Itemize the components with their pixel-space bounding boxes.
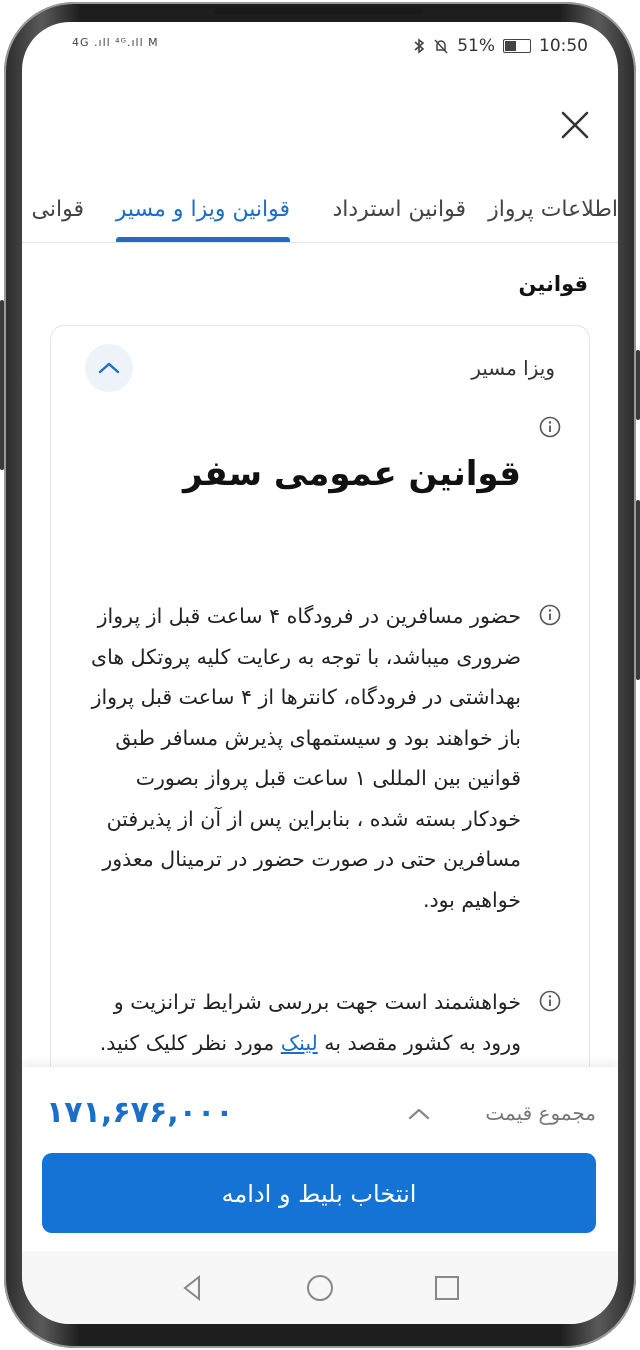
paragraph-text: مورد نظر کلیک کنید. — [99, 1030, 281, 1055]
info-icon — [539, 416, 561, 438]
app-screen — [22, 22, 618, 1324]
tab-rules-truncated[interactable] — [32, 190, 84, 242]
card-title: قوانین عمومی سفر — [183, 454, 521, 494]
phone-speaker — [214, 8, 424, 14]
tab-label: قوانی — [31, 197, 84, 222]
select-ticket-button[interactable]: انتخاب بلیط و ادامه — [42, 1153, 596, 1233]
tab-bar — [22, 190, 618, 243]
tab-visa-route-rules[interactable] — [116, 190, 290, 242]
status-right — [413, 36, 588, 56]
tab-label: اطلاعات پرواز — [488, 197, 618, 222]
battery-fill — [505, 41, 516, 51]
chevron-up-icon[interactable] — [406, 1101, 432, 1127]
bluetooth-icon — [413, 38, 425, 54]
recents-icon[interactable] — [432, 1273, 462, 1303]
paragraph-text: خواهشمند است جهت بررسی شرایط ترانزیت و ورود به کشور مقصد به — [113, 990, 521, 1055]
info-icon — [539, 604, 561, 626]
active-tab-indicator — [116, 237, 290, 242]
tab-label: قوانین ویزا و مسیر — [115, 197, 290, 222]
phone-side-button — [636, 500, 640, 680]
total-price-label: مجموع قیمت — [485, 1101, 596, 1125]
battery-icon — [503, 39, 531, 53]
mute-icon — [433, 38, 449, 54]
section-title: قوانین — [518, 272, 588, 296]
price-footer — [22, 1067, 618, 1251]
destination-link[interactable]: لینک — [280, 1030, 318, 1055]
rules-card — [50, 325, 590, 1086]
tab-label: قوانین استرداد — [332, 197, 466, 222]
collapse-button[interactable] — [85, 344, 133, 392]
phone-side-button — [0, 300, 4, 470]
status-bar — [22, 22, 618, 70]
chevron-up-icon — [85, 344, 133, 392]
info-icon — [539, 990, 561, 1012]
close-icon[interactable] — [560, 110, 590, 140]
clock: 10:50 — [539, 36, 588, 56]
battery-percent: 51% — [457, 36, 495, 56]
system-nav-bar — [22, 1251, 618, 1324]
tab-flight-info[interactable] — [488, 190, 618, 242]
total-price-value: ۱۷۱,۶۷۶,۰۰۰ — [46, 1095, 234, 1130]
rule-paragraph: حضور مسافرین در فرودگاه ۴ ساعت قبل از پرواز ضروری میباشد، با توجه به رعایت کلیه پروتکل های بهداشتی در فرودگاه، کانترها از ۴ ساعت قبل پرواز باز خواهند بود و سیستمهای پذیرش مسافر طبق قوانین بین المللی ۱ ساعت قبل پرواز بصورت خودکار بسته شده ، بنابراین پس از آن از پذیرفتن مسافرین حتی در صورت حضور در ترمینال معذور خواهیم بود. — [91, 604, 521, 912]
card-header-label[interactable]: ویزا مسیر — [471, 356, 555, 380]
tab-refund-rules[interactable] — [332, 190, 466, 242]
phone-side-button — [636, 350, 640, 420]
network-indicators: 4G .ıll ⁴ᴳ.ıll M — [72, 36, 159, 49]
rule-paragraph — [81, 982, 521, 1063]
home-icon[interactable] — [305, 1273, 335, 1303]
back-icon[interactable] — [177, 1273, 207, 1303]
